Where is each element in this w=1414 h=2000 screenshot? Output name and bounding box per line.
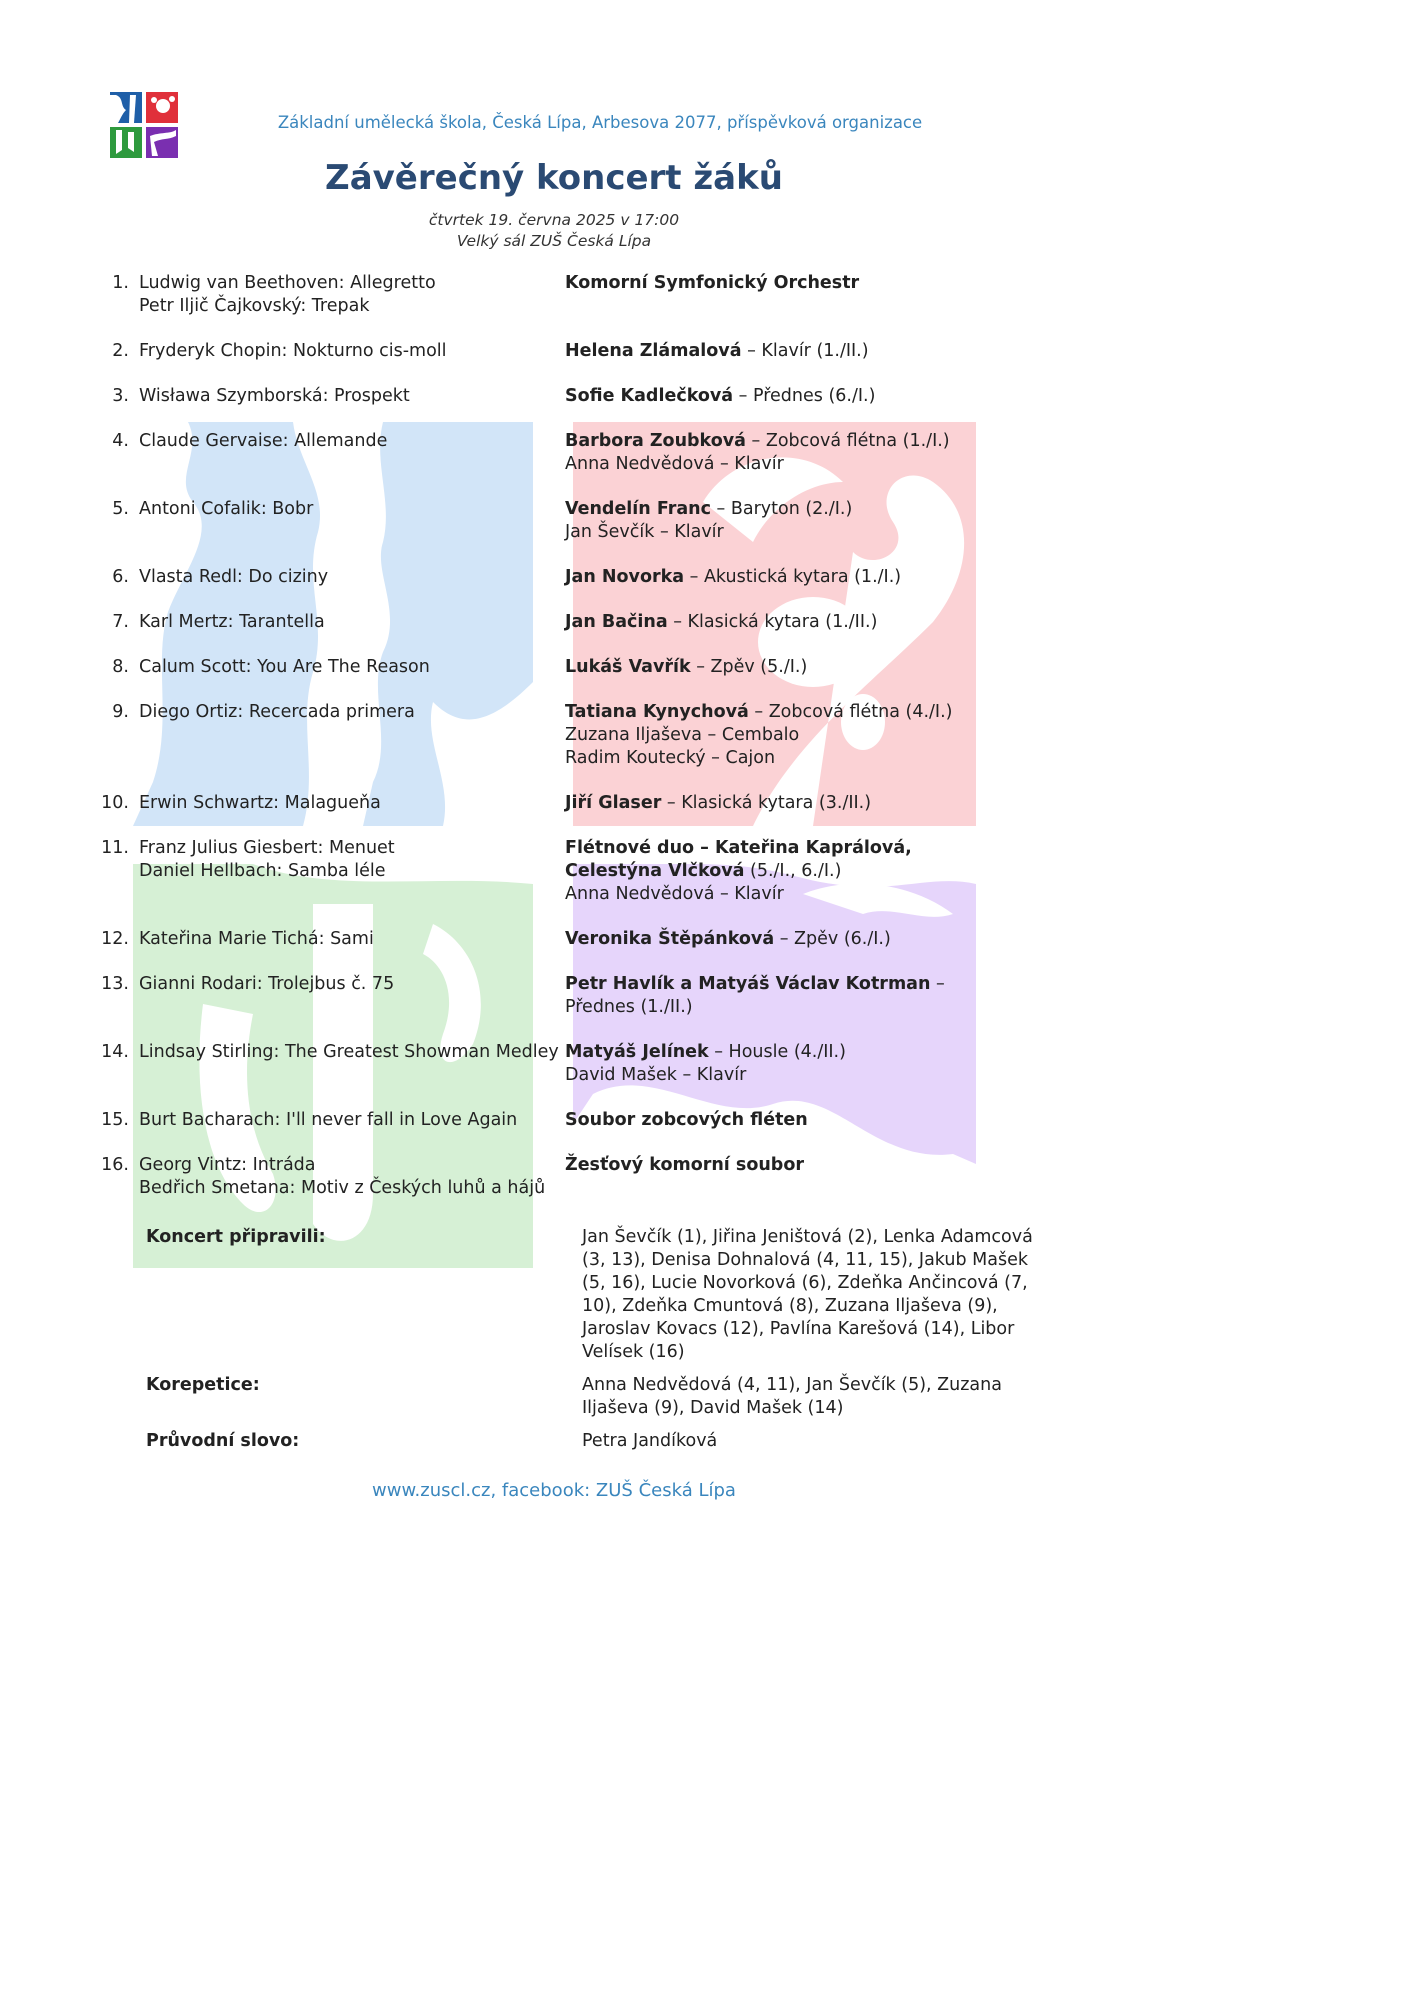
performer-instrument: – Klasická kytara (1./II.) [667, 612, 878, 632]
work-title: Kateřina Marie Tichá: Sami [139, 929, 374, 949]
program-item-performers [565, 385, 993, 408]
performer-name: Komorní Symfonický Orchestr [565, 273, 860, 293]
program-item-number: 6. [112, 567, 129, 587]
credit-value: Petra Jandíková [582, 1431, 718, 1451]
program-item-works [139, 656, 565, 679]
performer-instrument: – Zpěv (6./I.) [774, 929, 891, 949]
program-item-performers [565, 272, 993, 318]
program-item-performers [565, 1041, 993, 1087]
performer-instrument: – Akustická kytara (1./I.) [684, 567, 902, 587]
program-item-number: 3. [112, 386, 129, 406]
program-item-number: 5. [112, 499, 129, 519]
program-item-performers [565, 792, 993, 815]
program-item [96, 837, 1036, 906]
credit-label: Koncert připravili: [146, 1227, 326, 1247]
performer-name: Matyáš Jelínek [565, 1042, 709, 1062]
work-title: Karl Mertz: Tarantella [139, 612, 325, 632]
credit-row [146, 1226, 1046, 1364]
program-item [96, 928, 1036, 951]
program-item-works [139, 1041, 565, 1087]
event-date: čtvrtek 19. června 2025 v 17:00 [428, 211, 680, 229]
work-title: Claude Gervaise: Allemande [139, 431, 388, 451]
program-item-performers [565, 498, 993, 544]
program-item-works [139, 928, 565, 951]
program-item-performers [565, 1109, 993, 1132]
program-item-performers [565, 701, 993, 770]
program-item-performers [565, 837, 993, 906]
program-item-number: 7. [112, 612, 129, 632]
program-item-performers [565, 928, 993, 951]
performer-name: Petr Havlík a Matyáš Václav Kotrman [565, 974, 931, 994]
page-title: Závěrečný koncert žáků [325, 158, 783, 198]
credit-row [146, 1430, 1046, 1453]
accompanist: Jan Ševčík – Klavír [565, 522, 724, 542]
program-item-works [139, 340, 565, 363]
program-item-performers [565, 1154, 993, 1200]
program-item-performers [565, 430, 993, 476]
performer-instrument: – Zobcová flétna (1./I.) [745, 431, 950, 451]
program-item [96, 656, 1036, 679]
credit-label: Korepetice: [146, 1375, 260, 1395]
credit-label: Průvodní slovo: [146, 1431, 300, 1451]
performer-name: Jan Novorka [565, 567, 685, 587]
performer-name: Flétnové duo – Kateřina Kaprálová, Celestýna Vlčková [565, 838, 912, 881]
performer-name: Soubor zobcových fléten [565, 1110, 808, 1130]
program-item [96, 430, 1036, 476]
performer-name: Lukáš Vavřík [565, 657, 691, 677]
performer-instrument: – Zobcová flétna (4./I.) [748, 702, 953, 722]
work-title: Georg Vintz: Intráda [139, 1155, 316, 1175]
program-item-works [139, 272, 565, 318]
work-title: Erwin Schwartz: Malagueňa [139, 793, 381, 813]
performer-instrument: – Baryton (2./I.) [710, 499, 853, 519]
school-name: Základní umělecká škola, Česká Lípa, Arbesova 2077, příspěvková organizace [277, 113, 923, 132]
program-item-number: 1. [112, 273, 129, 293]
performer-name: Tatiana Kynychová [565, 702, 749, 722]
program-item [96, 340, 1036, 363]
school-logo-icon [110, 92, 178, 158]
program-item-performers [565, 340, 993, 363]
program-item-number: 2. [112, 341, 129, 361]
performer-instrument: – Zpěv (5./I.) [690, 657, 808, 677]
accompanist: Anna Nedvědová – Klavír [565, 454, 784, 474]
program-item-performers [565, 973, 993, 1019]
performer-name: Jiří Glaser [565, 793, 662, 813]
work-title: Diego Ortiz: Recercada primera [139, 702, 415, 722]
program-item-works [139, 837, 565, 906]
performer-name: Jan Bačina [565, 612, 668, 632]
credits-section [146, 1226, 1046, 1463]
program-item [96, 611, 1036, 634]
program-item-number: 9. [112, 702, 129, 722]
program-item [96, 566, 1036, 589]
program-item-works [139, 566, 565, 589]
program-item [96, 272, 1036, 318]
accompanist: David Mašek – Klavír [565, 1065, 747, 1085]
credit-row [146, 1374, 1046, 1420]
accompanist: Radim Koutecký – Cajon [565, 748, 776, 768]
accompanist: Anna Nedvědová – Klavír [565, 884, 784, 904]
program-item-number: 12. [101, 929, 129, 949]
program-item [96, 973, 1036, 1019]
work-title: Burt Bacharach: I'll never fall in Love Again [139, 1110, 518, 1130]
program-item [96, 385, 1036, 408]
program-item-works [139, 498, 565, 544]
program-item-works [139, 611, 565, 634]
performer-instrument: – Přednes (6./I.) [733, 386, 876, 406]
program-item-works [139, 1109, 565, 1132]
program-item [96, 792, 1036, 815]
program-item-works [139, 701, 565, 770]
program-item-number: 11. [101, 838, 129, 858]
credit-value: Jan Ševčík (1), Jiřina Jeništová (2), Lenka Adamcová (3, 13), Denisa Dohnalová (4, 11, 15), Jakub Mašek (5, 16), Lucie Novorková (6), Zdeňka Ančincová (7, 10), Zdeňka Cmuntová (8), Zuzana Iljaševa (9), Jaroslav Kovacs (12), Pavlína Karešová (14), Libor Velísek (16) [582, 1227, 1033, 1362]
work-title: Gianni Rodari: Trolejbus č. 75 [139, 974, 395, 994]
program-item-number: 14. [101, 1042, 129, 1062]
program-item [96, 498, 1036, 544]
program-item-works [139, 385, 565, 408]
work-title: Bedřich Smetana: Motiv z Českých luhů a hájů [139, 1178, 546, 1198]
work-title: Wisława Szymborská: Prospekt [139, 386, 410, 406]
performer-instrument: – Housle (4./II.) [708, 1042, 846, 1062]
performer-name: Sofie Kadlečková [565, 386, 734, 406]
work-title: Daniel Hellbach: Samba léle [139, 861, 386, 881]
work-title: Antoni Cofalik: Bobr [139, 499, 314, 519]
work-title: Vlasta Redl: Do ciziny [139, 567, 329, 587]
program-list [96, 272, 1036, 1222]
work-title: Calum Scott: You Are The Reason [139, 657, 430, 677]
work-title: Petr Iljič Čajkovský: Trepak [139, 296, 370, 316]
program-item-performers [565, 611, 993, 634]
performer-instrument: – Přednes (1./II.) [565, 974, 945, 1017]
performer-name: Veronika Štěpánková [565, 929, 775, 949]
program-item-works [139, 973, 565, 1019]
program-item-number: 8. [112, 657, 129, 677]
performer-name: Žesťový komorní soubor [565, 1155, 804, 1175]
program-item-works [139, 792, 565, 815]
credit-value: Anna Nedvědová (4, 11), Jan Ševčík (5), Zuzana Iljaševa (9), David Mašek (14) [582, 1375, 1002, 1418]
work-title: Fryderyk Chopin: Nokturno cis-moll [139, 341, 447, 361]
work-title: Ludwig van Beethoven: Allegretto [139, 273, 436, 293]
performer-name: Vendelín Franc [565, 499, 711, 519]
program-item-performers [565, 566, 993, 589]
work-title: Lindsay Stirling: The Greatest Showman Medley [139, 1042, 559, 1062]
program-item [96, 701, 1036, 770]
program-item-works [139, 430, 565, 476]
program-item-number: 4. [112, 431, 129, 451]
program-item-number: 10. [101, 793, 129, 813]
performer-instrument: – Klasická kytara (3./II.) [661, 793, 872, 813]
work-title: Franz Julius Giesbert: Menuet [139, 838, 395, 858]
program-item-number: 15. [101, 1110, 129, 1130]
program-item [96, 1109, 1036, 1132]
program-item [96, 1041, 1036, 1087]
event-venue: Velký sál ZUŠ Česká Lípa [456, 232, 652, 250]
performer-name: Helena Zlámalová [565, 341, 742, 361]
performer-instrument: (5./I., 6./I.) [744, 861, 842, 881]
program-item [96, 1154, 1036, 1200]
accompanist: Zuzana Iljaševa – Cembalo [565, 725, 800, 745]
program-item-works [139, 1154, 565, 1200]
program-item-number: 16. [101, 1155, 129, 1175]
performer-name: Barbora Zoubková [565, 431, 746, 451]
performer-instrument: – Klavír (1./II.) [741, 341, 869, 361]
program-item-number: 13. [101, 974, 129, 994]
footer-links: www.zuscl.cz, facebook: ZUŠ Česká Lípa [372, 1480, 736, 1501]
program-item-performers [565, 656, 993, 679]
